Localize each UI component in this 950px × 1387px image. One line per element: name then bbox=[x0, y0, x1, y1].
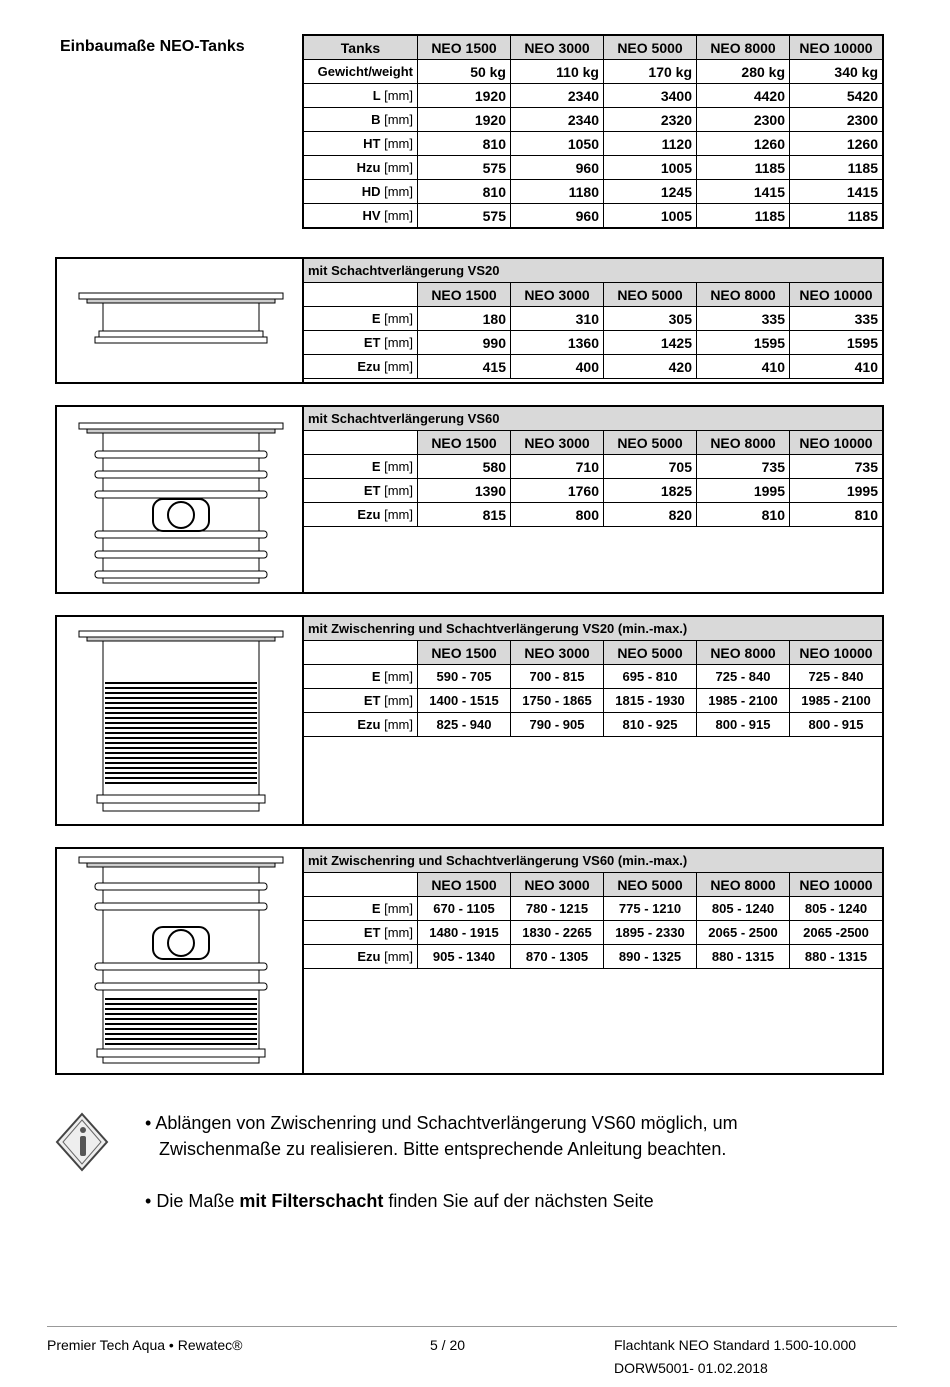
value-cell: 780 - 1215 bbox=[511, 897, 604, 921]
header-cell-model: NEO 10000 bbox=[790, 873, 883, 897]
value-cell: 1120 bbox=[604, 132, 697, 156]
value-cell: 1480 - 1915 bbox=[418, 921, 511, 945]
table-row bbox=[304, 713, 882, 737]
value-cell: 1400 - 1515 bbox=[418, 689, 511, 713]
value-cell: 890 - 1325 bbox=[604, 945, 697, 969]
header-empty-cell bbox=[304, 283, 418, 307]
shaft-vs60-illustration bbox=[57, 407, 302, 592]
value-cell: 2065 - 2500 bbox=[697, 921, 790, 945]
note-bold-text: mit Filterschacht bbox=[239, 1191, 384, 1211]
footer-page-number: 5 / 20 bbox=[430, 1337, 466, 1353]
table-row bbox=[304, 455, 882, 479]
value-cell: 575 bbox=[418, 156, 511, 180]
row-label-unit: [mm] bbox=[384, 208, 413, 223]
note-line-1: Ablängen von Zwischenring und Schachtverlängerung VS60 möglich, um bbox=[155, 1113, 738, 1133]
value-cell: 960 bbox=[511, 204, 604, 229]
row-label bbox=[303, 132, 418, 156]
value-cell: 1260 bbox=[697, 132, 790, 156]
value-cell: 810 bbox=[418, 132, 511, 156]
value-cell: 1415 bbox=[697, 180, 790, 204]
shaft-drawing-zr-vs60 bbox=[57, 849, 304, 1073]
value-cell: 2340 bbox=[511, 84, 604, 108]
value-cell: 805 - 1240 bbox=[790, 897, 883, 921]
table-row bbox=[303, 60, 883, 84]
value-cell: 2320 bbox=[604, 108, 697, 132]
row-label-text: ET bbox=[363, 335, 385, 350]
table-row bbox=[303, 204, 883, 229]
table-row bbox=[304, 921, 882, 945]
table-filler-row bbox=[304, 527, 882, 584]
row-label-text: HV bbox=[362, 208, 385, 223]
section-title: mit Zwischenring und Schachtverlängerung VS20 (min.-max.) bbox=[304, 617, 882, 641]
value-cell: 340 kg bbox=[790, 60, 884, 84]
value-cell: 800 bbox=[511, 503, 604, 527]
value-cell: 960 bbox=[511, 156, 604, 180]
header-cell-model: NEO 5000 bbox=[604, 283, 697, 307]
row-label-text: HD bbox=[361, 184, 385, 199]
header-cell-model: NEO 5000 bbox=[604, 431, 697, 455]
header-cell-model: NEO 3000 bbox=[511, 641, 604, 665]
header-cell-model: NEO 8000 bbox=[697, 873, 790, 897]
row-label-text: L bbox=[372, 88, 385, 103]
value-cell: 810 - 925 bbox=[604, 713, 697, 737]
header-cell-tanks: Tanks bbox=[303, 35, 418, 60]
row-label-unit: [mm] bbox=[384, 459, 413, 474]
table-row bbox=[303, 84, 883, 108]
value-cell: 1005 bbox=[604, 204, 697, 229]
row-label-text: E bbox=[371, 311, 385, 326]
value-cell: 1995 bbox=[697, 479, 790, 503]
header-cell-model: NEO 10000 bbox=[790, 431, 883, 455]
row-label-unit: [mm] bbox=[384, 311, 413, 326]
row-label bbox=[303, 156, 418, 180]
section-table bbox=[304, 617, 882, 813]
header-cell-model: NEO 1500 bbox=[418, 35, 511, 60]
value-cell: 50 kg bbox=[418, 60, 511, 84]
row-label bbox=[304, 921, 418, 945]
table-row bbox=[304, 945, 882, 969]
value-cell: 310 bbox=[511, 307, 604, 331]
table-header-row bbox=[304, 641, 882, 665]
value-cell: 5420 bbox=[790, 84, 884, 108]
row-label bbox=[304, 689, 418, 713]
value-cell: 180 bbox=[418, 307, 511, 331]
row-label bbox=[304, 945, 418, 969]
row-label-unit: [mm] bbox=[384, 112, 413, 127]
value-cell: 2300 bbox=[790, 108, 884, 132]
footer-document-id: DORW5001- 01.02.2018 bbox=[614, 1360, 768, 1376]
value-cell: 800 - 915 bbox=[790, 713, 883, 737]
table-row bbox=[303, 156, 883, 180]
value-cell: 170 kg bbox=[604, 60, 697, 84]
row-label-text: ET bbox=[363, 925, 385, 940]
section-table bbox=[304, 407, 882, 583]
value-cell: 810 bbox=[697, 503, 790, 527]
row-label bbox=[304, 455, 418, 479]
value-cell: 990 bbox=[418, 331, 511, 355]
table-header-row bbox=[304, 873, 882, 897]
value-cell: 695 - 810 bbox=[604, 665, 697, 689]
row-label bbox=[304, 331, 418, 355]
value-cell: 415 bbox=[418, 355, 511, 379]
section-zr-vs20 bbox=[55, 615, 884, 826]
value-cell: 870 - 1305 bbox=[511, 945, 604, 969]
table-row bbox=[304, 689, 882, 713]
row-label-text: Gewicht/weight bbox=[317, 64, 413, 79]
header-cell-model: NEO 10000 bbox=[790, 35, 884, 60]
section-table bbox=[304, 259, 882, 379]
value-cell: 1360 bbox=[511, 331, 604, 355]
row-label bbox=[304, 355, 418, 379]
value-cell: 790 - 905 bbox=[511, 713, 604, 737]
header-cell-model: NEO 3000 bbox=[511, 283, 604, 307]
value-cell: 1185 bbox=[790, 156, 884, 180]
row-label-text: Hzu bbox=[356, 160, 385, 175]
main-dimensions-table bbox=[302, 34, 884, 229]
section-title: mit Zwischenring und Schachtverlängerung VS60 (min.-max.) bbox=[304, 849, 882, 873]
row-label bbox=[303, 180, 418, 204]
row-label-unit: [mm] bbox=[384, 925, 413, 940]
row-label-text: Ezu bbox=[357, 359, 385, 374]
value-cell: 1180 bbox=[511, 180, 604, 204]
header-empty-cell bbox=[304, 641, 418, 665]
info-diamond-icon bbox=[55, 1112, 109, 1172]
value-cell: 880 - 1315 bbox=[697, 945, 790, 969]
footer-company: Premier Tech Aqua • Rewatec® bbox=[47, 1337, 243, 1353]
value-cell: 1185 bbox=[697, 204, 790, 229]
header-cell-model: NEO 3000 bbox=[511, 35, 604, 60]
row-label-unit: [mm] bbox=[384, 359, 413, 374]
shaft-vs20-illustration bbox=[57, 259, 302, 382]
value-cell: 775 - 1210 bbox=[604, 897, 697, 921]
value-cell: 710 bbox=[511, 455, 604, 479]
value-cell: 1425 bbox=[604, 331, 697, 355]
value-cell: 335 bbox=[697, 307, 790, 331]
value-cell: 1985 - 2100 bbox=[697, 689, 790, 713]
page-title: Einbaumaße NEO-Tanks bbox=[60, 38, 245, 55]
shaft-drawing-vs20 bbox=[57, 259, 304, 382]
row-label-text: Ezu bbox=[357, 717, 385, 732]
row-label-unit: [mm] bbox=[384, 184, 413, 199]
value-cell: 590 - 705 bbox=[418, 665, 511, 689]
value-cell: 410 bbox=[697, 355, 790, 379]
table-filler-row bbox=[304, 737, 882, 814]
value-cell: 1750 - 1865 bbox=[511, 689, 604, 713]
value-cell: 735 bbox=[790, 455, 883, 479]
footer-divider bbox=[47, 1326, 897, 1327]
row-label bbox=[304, 503, 418, 527]
note-cutting bbox=[145, 1110, 738, 1162]
value-cell: 1005 bbox=[604, 156, 697, 180]
note-line-2: Zwischenmaße zu realisieren. Bitte entsprechende Anleitung beachten. bbox=[159, 1139, 727, 1159]
value-cell: 1390 bbox=[418, 479, 511, 503]
row-label-unit: [mm] bbox=[384, 693, 413, 708]
value-cell: 815 bbox=[418, 503, 511, 527]
value-cell: 2340 bbox=[511, 108, 604, 132]
row-label-text: ET bbox=[363, 483, 385, 498]
value-cell: 1245 bbox=[604, 180, 697, 204]
row-label-unit: [mm] bbox=[384, 949, 413, 964]
table-row bbox=[304, 897, 882, 921]
bullet: • bbox=[145, 1113, 152, 1133]
header-cell-model: NEO 5000 bbox=[604, 873, 697, 897]
value-cell: 1415 bbox=[790, 180, 884, 204]
note-filterschacht bbox=[145, 1188, 654, 1214]
value-cell: 880 - 1315 bbox=[790, 945, 883, 969]
header-cell-model: NEO 1500 bbox=[418, 283, 511, 307]
section-vs60 bbox=[55, 405, 884, 594]
value-cell: 1815 - 1930 bbox=[604, 689, 697, 713]
table-header-row bbox=[303, 35, 883, 60]
table-row bbox=[303, 132, 883, 156]
table-header-row bbox=[304, 283, 882, 307]
row-label-unit: [mm] bbox=[384, 717, 413, 732]
row-label bbox=[304, 307, 418, 331]
value-cell: 800 - 915 bbox=[697, 713, 790, 737]
header-cell-model: NEO 5000 bbox=[604, 35, 697, 60]
shaft-zr-vs20-illustration bbox=[57, 617, 302, 824]
value-cell: 725 - 840 bbox=[790, 665, 883, 689]
value-cell: 725 - 840 bbox=[697, 665, 790, 689]
value-cell: 1825 bbox=[604, 479, 697, 503]
row-label-unit: [mm] bbox=[384, 88, 413, 103]
value-cell: 700 - 815 bbox=[511, 665, 604, 689]
header-cell-model: NEO 10000 bbox=[790, 641, 883, 665]
row-label-text: E bbox=[371, 901, 385, 916]
value-cell: 735 bbox=[697, 455, 790, 479]
value-cell: 305 bbox=[604, 307, 697, 331]
value-cell: 805 - 1240 bbox=[697, 897, 790, 921]
row-label-text: ET bbox=[363, 693, 385, 708]
value-cell: 2300 bbox=[697, 108, 790, 132]
value-cell: 670 - 1105 bbox=[418, 897, 511, 921]
row-label-unit: [mm] bbox=[384, 901, 413, 916]
row-label-text: E bbox=[371, 669, 385, 684]
table-row bbox=[304, 331, 882, 355]
header-cell-model: NEO 1500 bbox=[418, 641, 511, 665]
row-label bbox=[304, 713, 418, 737]
header-cell-model: NEO 8000 bbox=[697, 35, 790, 60]
header-empty-cell bbox=[304, 431, 418, 455]
shaft-drawing-vs60 bbox=[57, 407, 304, 592]
table-header-row bbox=[304, 431, 882, 455]
value-cell: 3400 bbox=[604, 84, 697, 108]
value-cell: 1595 bbox=[697, 331, 790, 355]
row-label bbox=[304, 479, 418, 503]
table-row bbox=[303, 180, 883, 204]
table-filler-row bbox=[304, 969, 882, 1066]
note-text: Die Maße bbox=[156, 1191, 240, 1211]
bullet: • bbox=[145, 1191, 152, 1211]
value-cell: 1185 bbox=[697, 156, 790, 180]
row-label-unit: [mm] bbox=[384, 507, 413, 522]
table-row bbox=[304, 503, 882, 527]
table-row bbox=[304, 355, 882, 379]
section-vs20 bbox=[55, 257, 884, 384]
header-cell-model: NEO 3000 bbox=[511, 431, 604, 455]
value-cell: 1595 bbox=[790, 331, 883, 355]
section-zr-vs60 bbox=[55, 847, 884, 1075]
row-label bbox=[303, 84, 418, 108]
section-title: mit Schachtverlängerung VS20 bbox=[304, 259, 882, 283]
value-cell: 810 bbox=[790, 503, 883, 527]
value-cell: 705 bbox=[604, 455, 697, 479]
header-cell-model: NEO 10000 bbox=[790, 283, 883, 307]
row-label bbox=[303, 60, 418, 84]
value-cell: 1920 bbox=[418, 84, 511, 108]
value-cell: 2065 -2500 bbox=[790, 921, 883, 945]
row-label-unit: [mm] bbox=[384, 335, 413, 350]
value-cell: 335 bbox=[790, 307, 883, 331]
table-row bbox=[303, 108, 883, 132]
footer-document-title: Flachtank NEO Standard 1.500-10.000 bbox=[614, 1337, 857, 1353]
header-cell-model: NEO 8000 bbox=[697, 641, 790, 665]
table-row bbox=[304, 479, 882, 503]
value-cell: 4420 bbox=[697, 84, 790, 108]
value-cell: 410 bbox=[790, 355, 883, 379]
row-label-text: Ezu bbox=[357, 949, 385, 964]
header-cell-model: NEO 5000 bbox=[604, 641, 697, 665]
value-cell: 400 bbox=[511, 355, 604, 379]
header-cell-model: NEO 1500 bbox=[418, 873, 511, 897]
shaft-zr-vs60-illustration bbox=[57, 849, 302, 1073]
value-cell: 825 - 940 bbox=[418, 713, 511, 737]
value-cell: 1985 - 2100 bbox=[790, 689, 883, 713]
row-label-text: Ezu bbox=[357, 507, 385, 522]
section-title: mit Schachtverlängerung VS60 bbox=[304, 407, 882, 431]
value-cell: 575 bbox=[418, 204, 511, 229]
value-cell: 810 bbox=[418, 180, 511, 204]
value-cell: 1185 bbox=[790, 204, 884, 229]
header-empty-cell bbox=[304, 873, 418, 897]
row-label-text: B bbox=[371, 112, 385, 127]
table-row bbox=[304, 307, 882, 331]
header-cell-model: NEO 1500 bbox=[418, 431, 511, 455]
row-label-text: HT bbox=[363, 136, 385, 151]
row-label-unit: [mm] bbox=[384, 160, 413, 175]
value-cell: 905 - 1340 bbox=[418, 945, 511, 969]
row-label-unit: [mm] bbox=[384, 483, 413, 498]
value-cell: 1995 bbox=[790, 479, 883, 503]
section-table bbox=[304, 849, 882, 1065]
row-label-text: E bbox=[371, 459, 385, 474]
row-label bbox=[303, 108, 418, 132]
header-cell-model: NEO 3000 bbox=[511, 873, 604, 897]
value-cell: 1050 bbox=[511, 132, 604, 156]
value-cell: 580 bbox=[418, 455, 511, 479]
header-cell-model: NEO 8000 bbox=[697, 283, 790, 307]
row-label bbox=[304, 665, 418, 689]
value-cell: 280 kg bbox=[697, 60, 790, 84]
value-cell: 820 bbox=[604, 503, 697, 527]
shaft-drawing-zr-vs20 bbox=[57, 617, 304, 824]
row-label bbox=[303, 204, 418, 229]
value-cell: 110 kg bbox=[511, 60, 604, 84]
value-cell: 1895 - 2330 bbox=[604, 921, 697, 945]
value-cell: 1920 bbox=[418, 108, 511, 132]
value-cell: 420 bbox=[604, 355, 697, 379]
note-text-end: finden Sie auf der nächsten Seite bbox=[383, 1191, 654, 1211]
row-label bbox=[304, 897, 418, 921]
row-label-unit: [mm] bbox=[384, 136, 413, 151]
table-row bbox=[304, 665, 882, 689]
header-cell-model: NEO 8000 bbox=[697, 431, 790, 455]
value-cell: 1830 - 2265 bbox=[511, 921, 604, 945]
row-label-unit: [mm] bbox=[384, 669, 413, 684]
value-cell: 1260 bbox=[790, 132, 884, 156]
value-cell: 1760 bbox=[511, 479, 604, 503]
